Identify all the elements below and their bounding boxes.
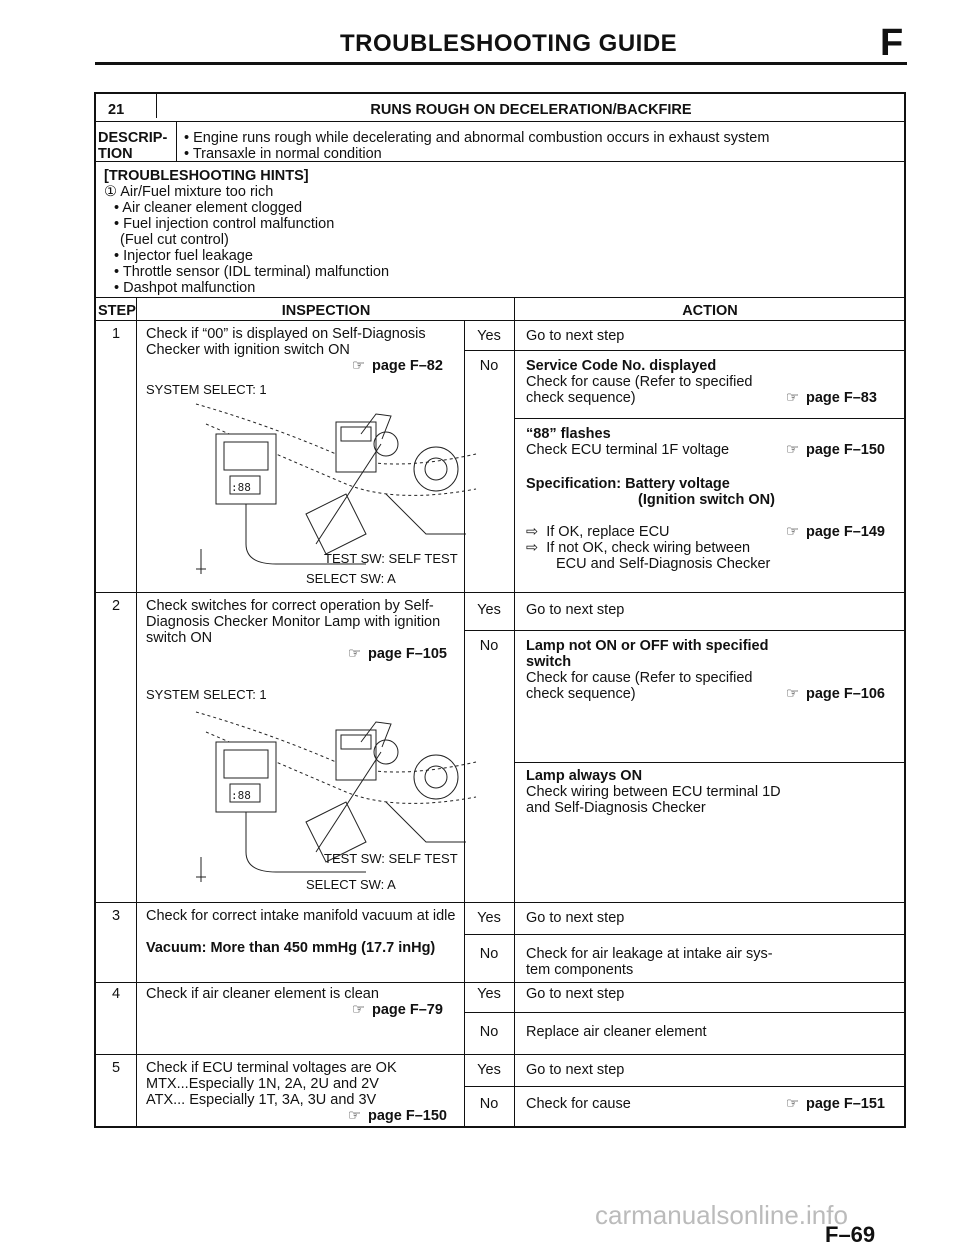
action-text: check sequence) xyxy=(526,390,636,406)
description-label-2: TION xyxy=(98,146,133,162)
pointing-hand-icon: ☞ xyxy=(786,390,799,406)
description-label-1: DESCRIP- xyxy=(98,130,168,146)
action-text: ⇨ If OK, replace ECU xyxy=(526,524,670,540)
action-text: Check for cause (Refer to specified xyxy=(526,374,753,390)
yes-label: Yes xyxy=(477,328,501,344)
action-heading: Lamp always ON xyxy=(526,768,643,784)
hints-heading: [TROUBLESHOOTING HINTS] xyxy=(104,168,309,184)
inspection-line: Diagnosis Checker Monitor Lamp with ignition xyxy=(146,614,441,630)
figure-label: SYSTEM SELECT: 1 xyxy=(146,687,267,702)
figure-label: SELECT SW: A xyxy=(306,571,396,586)
divider xyxy=(96,320,906,321)
pointing-hand-icon: ☞ xyxy=(786,442,799,458)
pointing-hand-icon: ☞ xyxy=(348,1108,361,1124)
yes-label: Yes xyxy=(477,986,501,1002)
no-label: No xyxy=(479,1096,499,1112)
hint-line: ① Air/Fuel mixture too rich xyxy=(104,184,274,200)
no-label: No xyxy=(479,358,499,374)
divider xyxy=(96,902,906,903)
inspection-line: Check if ECU terminal voltages are OK xyxy=(146,1060,397,1076)
divider xyxy=(96,161,906,162)
description-line: • Transaxle in normal condition xyxy=(184,146,382,162)
troubleshooting-table xyxy=(94,92,906,1128)
specification: Specification: Battery voltage xyxy=(526,476,730,492)
action-text: and Self-Diagnosis Checker xyxy=(526,800,706,816)
action-text: Go to next step xyxy=(526,1062,625,1078)
figure-label: TEST SW: SELF TEST xyxy=(324,551,458,566)
hint-line: • Injector fuel leakage xyxy=(114,248,253,264)
inspection-line: switch ON xyxy=(146,630,213,646)
divider xyxy=(136,297,137,1128)
pointing-hand-icon: ☞ xyxy=(352,1002,365,1018)
hint-line: • Fuel injection control malfunction xyxy=(114,216,335,232)
divider xyxy=(514,1054,515,1128)
action-heading: switch xyxy=(526,654,572,670)
pointing-hand-icon: ☞ xyxy=(786,686,799,702)
figure-label: SELECT SW: A xyxy=(306,877,396,892)
page-number: F–69 xyxy=(825,1222,876,1247)
problem-title: RUNS ROUGH ON DECELERATION/BACKFIRE xyxy=(370,102,692,118)
arrow-right-icon: ⇨ xyxy=(526,540,539,556)
inspection-line: Check for correct intake manifold vacuum at idle xyxy=(146,908,456,924)
divider xyxy=(514,982,515,1054)
divider xyxy=(96,982,906,983)
divider xyxy=(514,762,906,763)
page-ref: ☞ page F–82 xyxy=(352,358,443,374)
yes-label: Yes xyxy=(477,1062,501,1078)
column-step: STEP xyxy=(98,303,136,319)
divider xyxy=(514,418,906,419)
inspection-line: Check if air cleaner element is clean xyxy=(146,986,379,1002)
action-text: Go to next step xyxy=(526,602,625,618)
yes-label: Yes xyxy=(477,602,501,618)
divider xyxy=(464,350,906,351)
action-text: Check for cause (Refer to specified xyxy=(526,670,753,686)
yes-label: Yes xyxy=(477,910,501,926)
specification: (Ignition switch ON) xyxy=(638,492,775,508)
header-rule xyxy=(95,62,907,65)
section-letter: F xyxy=(880,22,904,64)
action-text: Go to next step xyxy=(526,986,625,1002)
pointing-hand-icon: ☞ xyxy=(786,1096,799,1112)
inspection-line: MTX...Especially 1N, 2A, 2U and 2V xyxy=(146,1076,379,1092)
step-number: 2 xyxy=(111,598,121,614)
page-ref: ☞ page F–149 xyxy=(786,524,885,540)
pointing-hand-icon: ☞ xyxy=(786,524,799,540)
divider xyxy=(514,592,515,902)
inspection-line: Checker with ignition switch ON xyxy=(146,342,350,358)
action-text: check sequence) xyxy=(526,686,636,702)
action-text: Go to next step xyxy=(526,328,625,344)
action-text: Check wiring between ECU terminal 1D xyxy=(526,784,781,800)
svg-text::88: :88 xyxy=(231,481,251,494)
arrow-right-icon: ⇨ xyxy=(526,524,539,540)
divider xyxy=(464,630,906,631)
divider xyxy=(96,592,906,593)
divider xyxy=(464,1012,906,1013)
step-number: 1 xyxy=(111,326,121,342)
divider xyxy=(514,297,515,321)
page-ref: ☞ page F–151 xyxy=(786,1096,885,1112)
page-ref: ☞ page F–150 xyxy=(786,442,885,458)
action-heading: Service Code No. displayed xyxy=(526,358,717,374)
action-heading: Lamp not ON or OFF with specified xyxy=(526,638,769,654)
step-number: 3 xyxy=(111,908,121,924)
hint-line: • Dashpot malfunction xyxy=(114,280,256,296)
divider xyxy=(514,902,515,982)
page-ref: ☞ page F–83 xyxy=(786,390,877,406)
action-text: Check for air leakage at intake air sys- xyxy=(526,946,773,962)
page-ref: ☞ page F–105 xyxy=(348,646,447,662)
divider xyxy=(464,1086,906,1087)
action-text: ⇨ If not OK, check wiring between xyxy=(526,540,751,556)
action-text: ECU and Self-Diagnosis Checker xyxy=(556,556,771,572)
page-ref: ☞ page F–79 xyxy=(352,1002,443,1018)
svg-text::88: :88 xyxy=(231,789,251,802)
pointing-hand-icon: ☞ xyxy=(352,358,365,374)
inspection-line: Check if “00” is displayed on Self-Diagnosis xyxy=(146,326,426,342)
divider xyxy=(96,121,906,122)
page-ref: ☞ page F–106 xyxy=(786,686,885,702)
divider xyxy=(514,320,515,592)
inspection-line: Check switches for correct operation by Self- xyxy=(146,598,434,614)
action-text: Replace air cleaner element xyxy=(526,1024,707,1040)
step-number: 4 xyxy=(111,986,121,1002)
action-text: Check ECU terminal 1F voltage xyxy=(526,442,730,458)
action-text: tem components xyxy=(526,962,634,978)
hint-line: • Air cleaner element clogged xyxy=(114,200,303,216)
figure-label: TEST SW: SELF TEST xyxy=(324,851,458,866)
no-label: No xyxy=(479,638,499,654)
hint-line: (Fuel cut control) xyxy=(120,232,229,248)
divider xyxy=(96,297,906,298)
step-number: 5 xyxy=(111,1060,121,1076)
action-text: Go to next step xyxy=(526,910,625,926)
no-label: No xyxy=(479,946,499,962)
figure-label: SYSTEM SELECT: 1 xyxy=(146,382,267,397)
watermark: carmanualsonline.info xyxy=(595,1200,848,1230)
column-action: ACTION xyxy=(682,303,738,319)
action-heading: “88” flashes xyxy=(526,426,611,442)
action-text: Check for cause xyxy=(526,1096,631,1112)
divider xyxy=(464,934,906,935)
page-ref: ☞ page F–150 xyxy=(348,1108,447,1124)
divider xyxy=(176,121,177,161)
pointing-hand-icon: ☞ xyxy=(348,646,361,662)
divider xyxy=(96,1054,906,1055)
page-header-title: TROUBLESHOOTING GUIDE xyxy=(340,30,678,57)
problem-number: 21 xyxy=(108,102,125,118)
description-line: • Engine runs rough while decelerating and abnormal combustion occurs in exhaust system xyxy=(184,130,770,146)
no-label: No xyxy=(479,1024,499,1040)
inspection-line: ATX... Especially 1T, 3A, 3U and 3V xyxy=(146,1092,377,1108)
specification: Vacuum: More than 450 mmHg (17.7 inHg) xyxy=(146,940,436,956)
column-inspection: INSPECTION xyxy=(281,303,371,319)
hint-line: • Throttle sensor (IDL terminal) malfunction xyxy=(114,264,390,280)
